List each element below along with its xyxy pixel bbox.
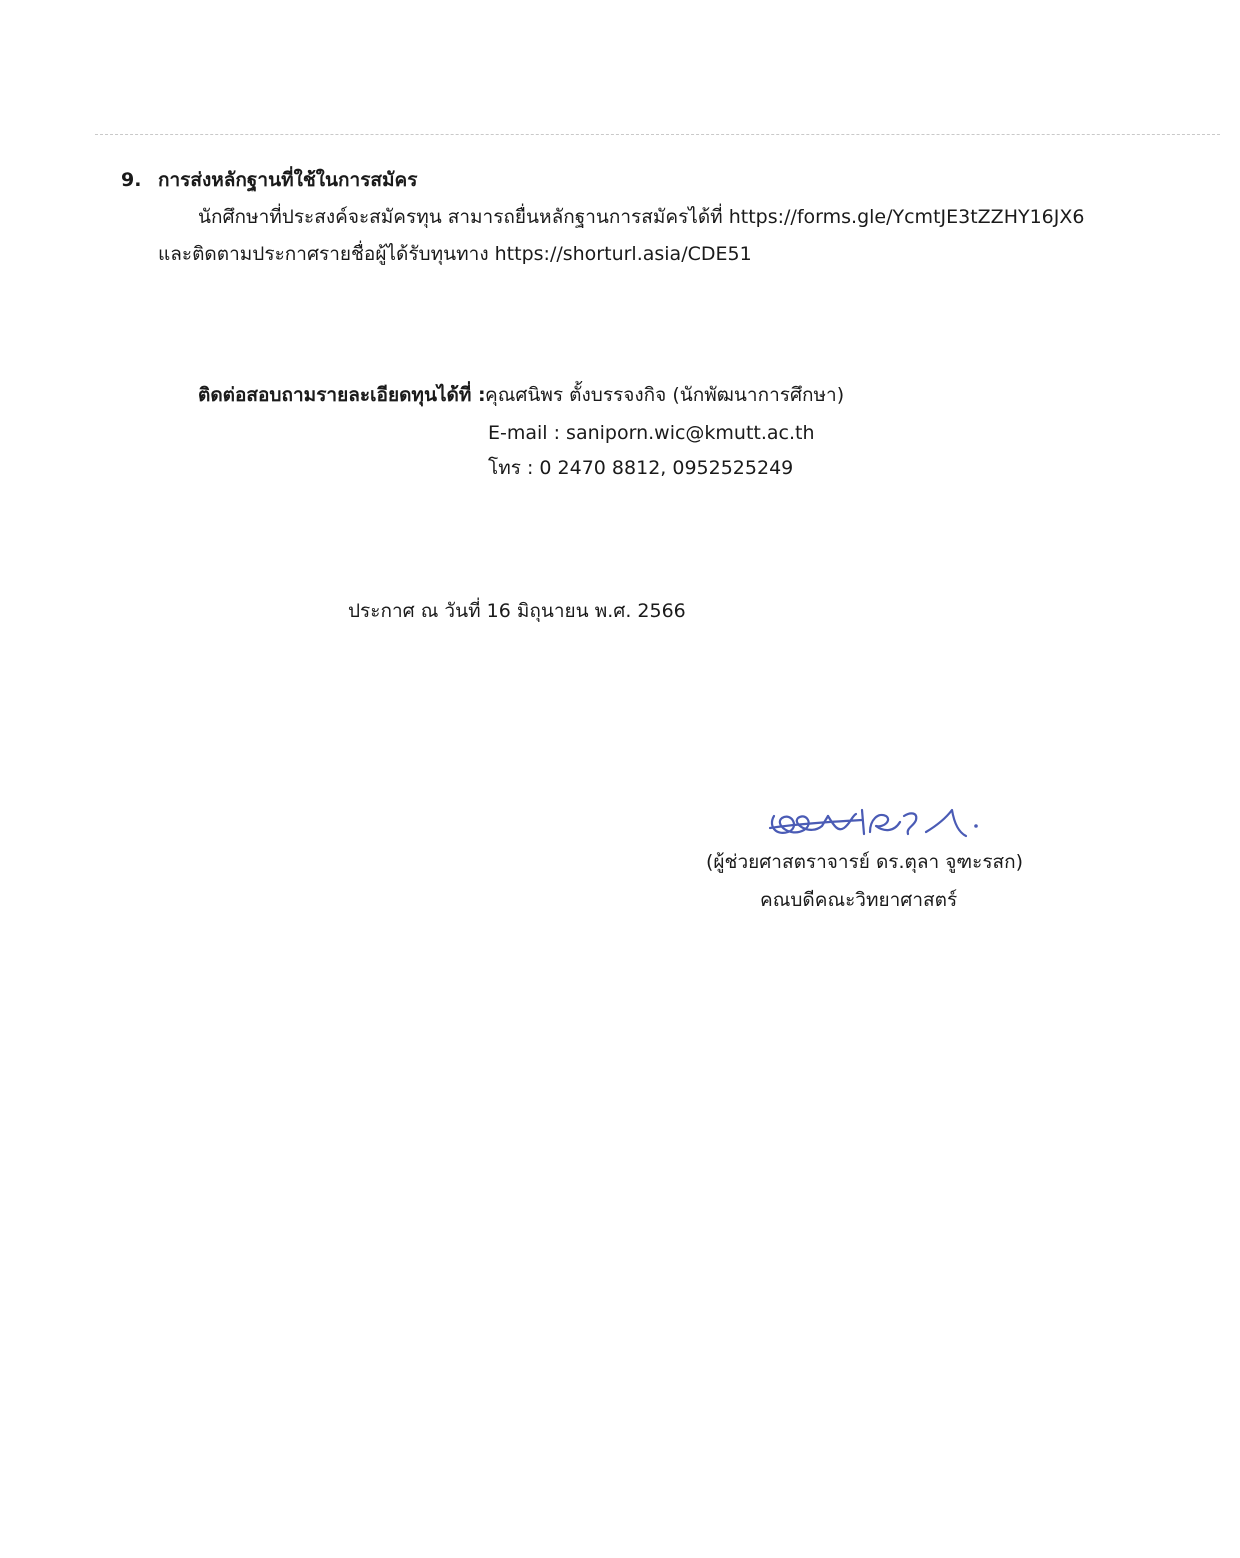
- section-title: การส่งหลักฐานที่ใช้ในการสมัคร: [158, 169, 418, 191]
- section-body-line-2: และติดตามประกาศรายชื่อผู้ได้รับทุนทาง https://shorturl.asia/CDE51: [158, 243, 752, 265]
- contact-email: E-mail : saniporn.wic@kmutt.ac.th: [488, 422, 815, 444]
- announcement-date: ประกาศ ณ วันที่ 16 มิถุนายน พ.ศ. 2566: [348, 600, 686, 622]
- scan-divider-line: [95, 134, 1220, 135]
- section-body-line-1: นักศึกษาที่ประสงค์จะสมัครทุน สามารถยื่นหลักฐานการสมัครได้ที่ https://forms.gle/YcmtJE3tZZHY16JX6: [198, 206, 1085, 228]
- section-number: 9.: [121, 169, 142, 191]
- contact-phone: โทร : 0 2470 8812, 0952525249: [488, 457, 794, 479]
- signature-icon: [766, 802, 981, 846]
- contact-name: คุณศนิพร ตั้งบรรจงกิจ (นักพัฒนาการศึกษา): [485, 384, 845, 406]
- signer-title: คณบดีคณะวิทยาศาสตร์: [760, 889, 958, 911]
- contact-label: ติดต่อสอบถามรายละเอียดทุนได้ที่ :: [198, 384, 486, 406]
- signer-name: (ผู้ช่วยศาสตราจารย์ ดร.ตุลา จูฑะรสก): [706, 851, 1024, 873]
